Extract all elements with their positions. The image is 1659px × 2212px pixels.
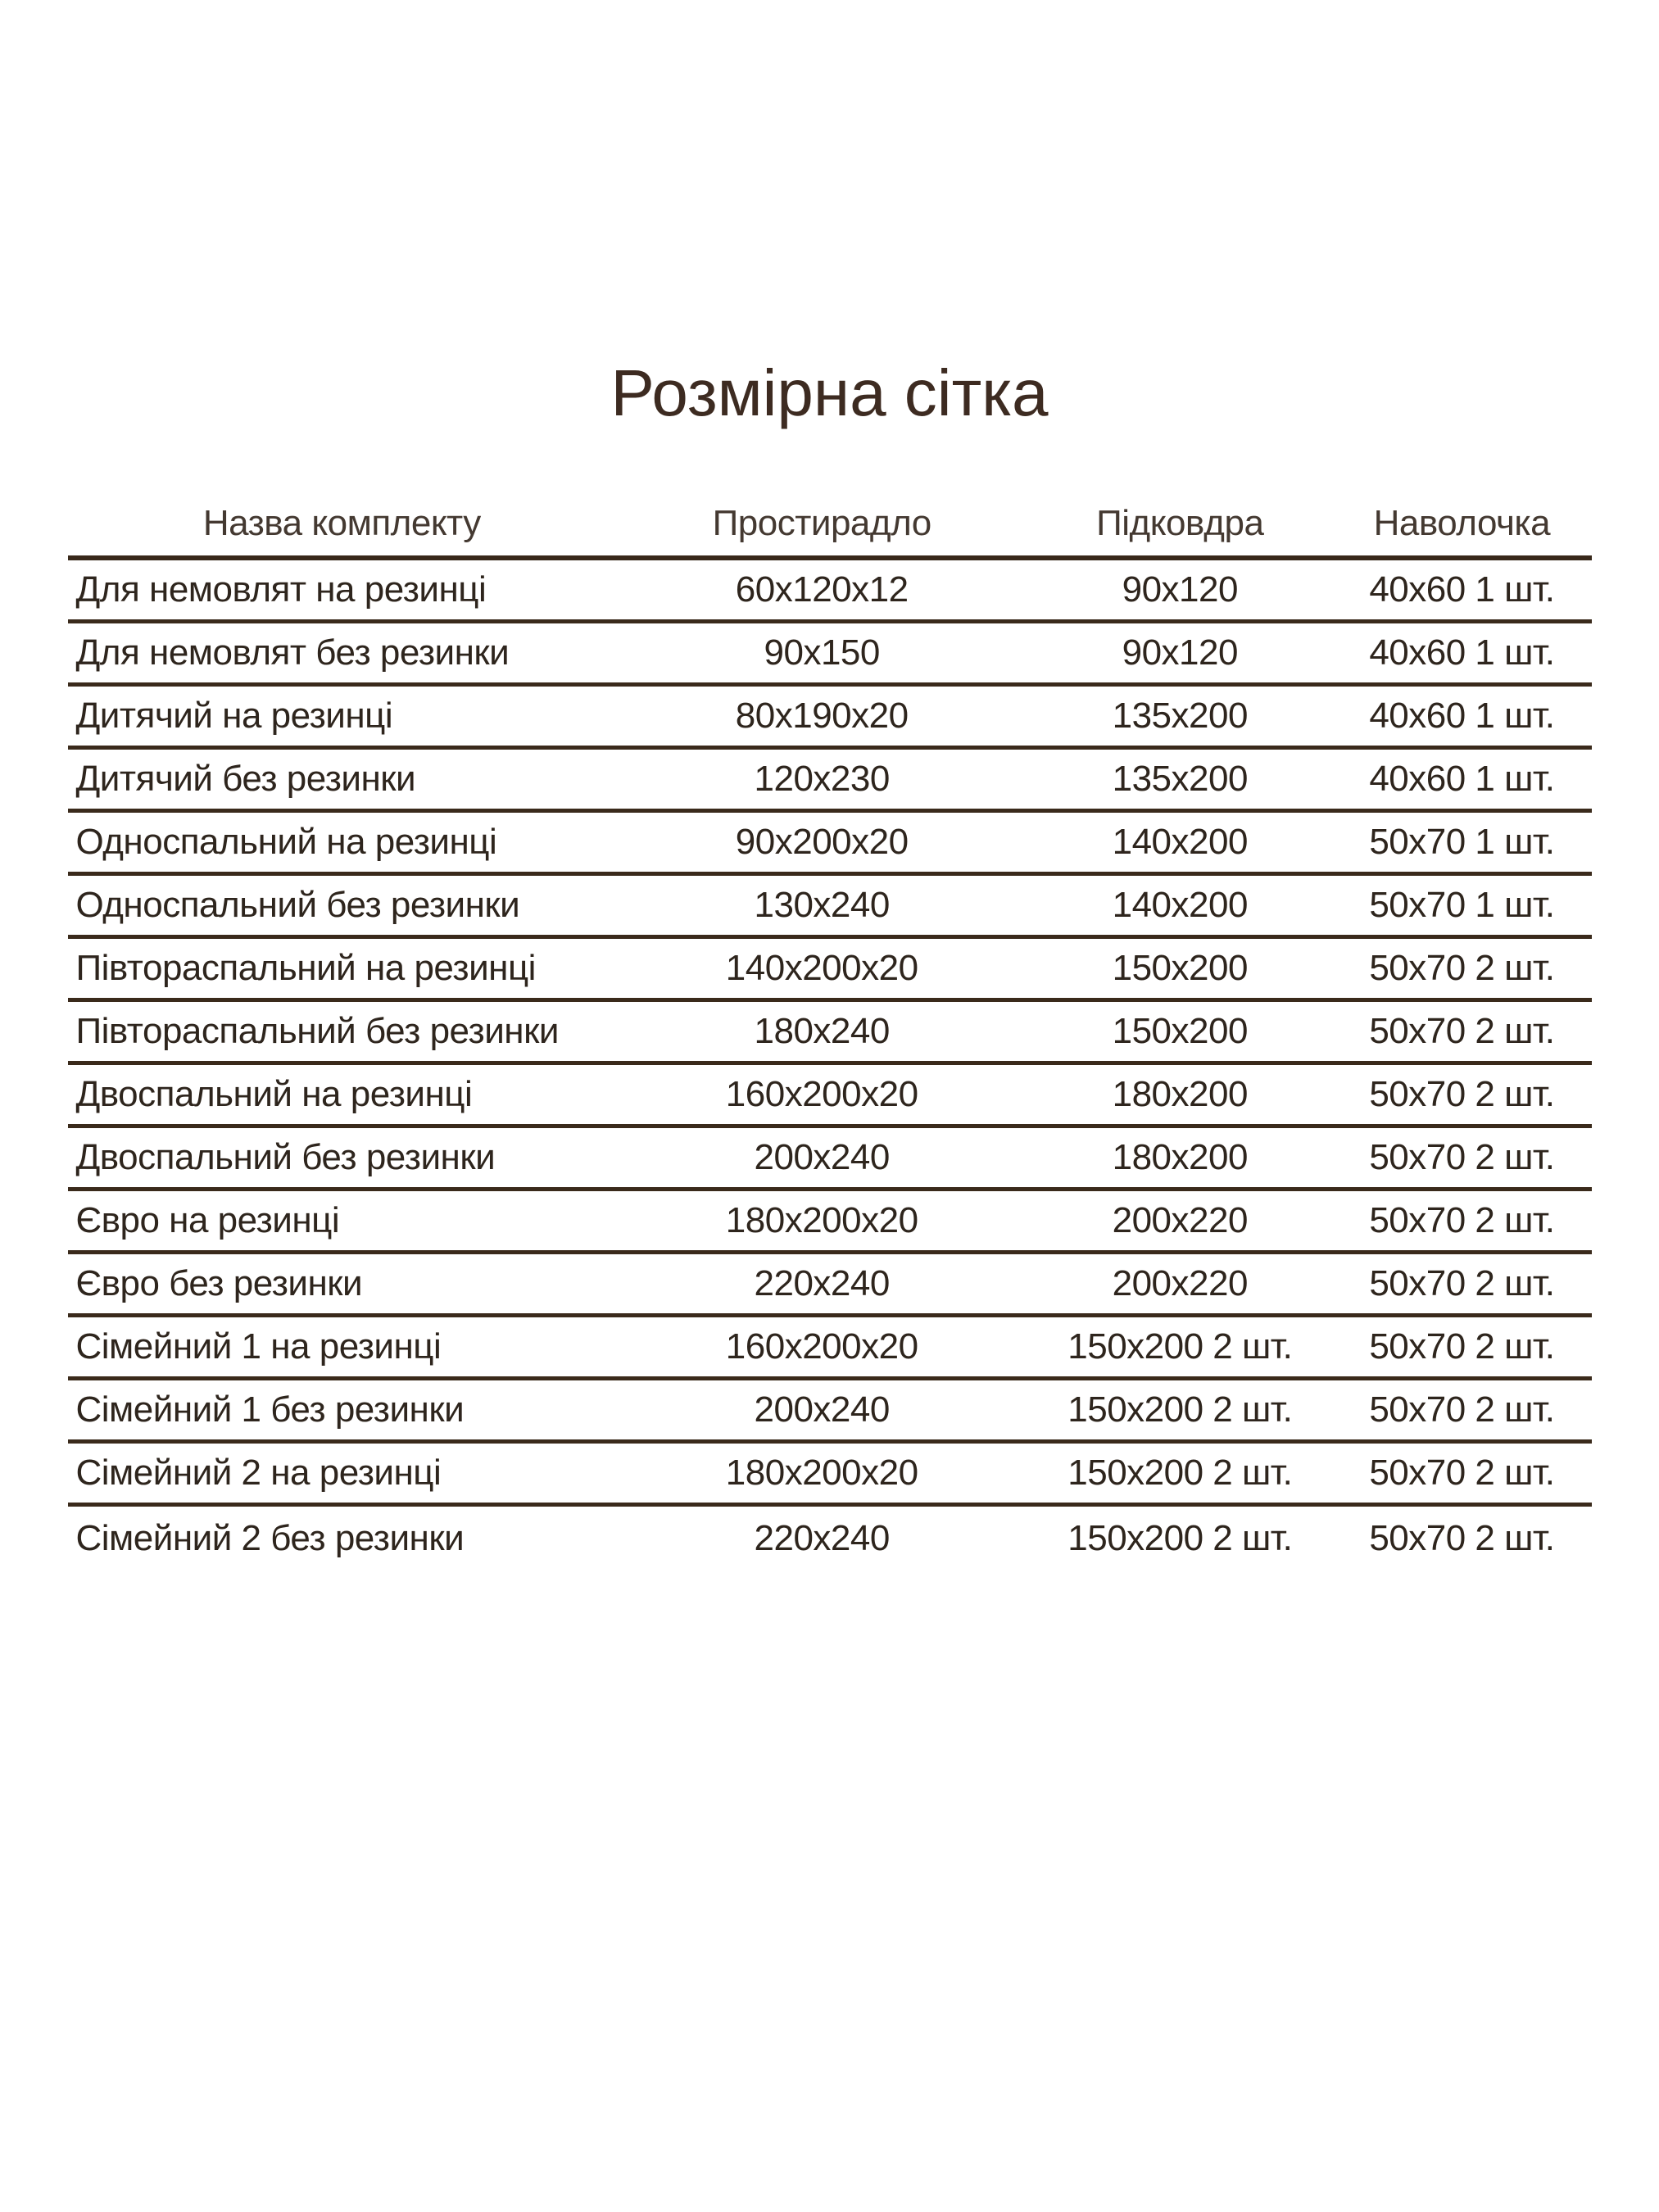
table-row xyxy=(68,1128,1592,1191)
row-sheet: 220х240 xyxy=(754,1263,890,1303)
row-pillowcase: 40х60 1 шт. xyxy=(1369,569,1555,610)
table-body xyxy=(68,560,1592,1570)
row-set-name: Двоспальний без резинки xyxy=(75,1137,496,1177)
row-sheet: 180х240 xyxy=(754,1011,890,1051)
table-row xyxy=(68,687,1592,750)
row-sheet: 200х240 xyxy=(754,1389,890,1430)
page-title: Розмірна сітка xyxy=(610,356,1049,429)
row-duvet: 140х200 xyxy=(1112,885,1248,925)
table-row xyxy=(68,876,1592,939)
table-header-row xyxy=(68,492,1592,560)
table-row xyxy=(68,750,1592,813)
row-pillowcase: 50х70 1 шт. xyxy=(1369,822,1555,862)
row-sheet: 80х190х20 xyxy=(735,696,909,736)
row-set-name: Односпальний на резинці xyxy=(75,822,497,862)
size-chart-table xyxy=(68,492,1592,1570)
table-row xyxy=(68,1317,1592,1380)
table-row xyxy=(68,1444,1592,1507)
row-set-name: Для немовлят без резинки xyxy=(75,632,510,673)
row-pillowcase: 40х60 1 шт. xyxy=(1369,696,1555,736)
row-pillowcase: 50х70 2 шт. xyxy=(1369,1263,1555,1303)
row-pillowcase: 50х70 2 шт. xyxy=(1369,1137,1555,1177)
row-duvet: 150х200 2 шт. xyxy=(1067,1326,1293,1367)
row-sheet: 200х240 xyxy=(754,1137,890,1177)
row-set-name: Сімейний 1 без резинки xyxy=(75,1389,465,1430)
row-duvet: 150х200 xyxy=(1112,948,1248,988)
row-set-name: Євро на резинці xyxy=(75,1200,340,1240)
row-sheet: 180х200х20 xyxy=(725,1200,918,1240)
row-pillowcase: 50х70 2 шт. xyxy=(1369,1011,1555,1051)
table-row xyxy=(68,939,1592,1002)
row-set-name: Євро без резинки xyxy=(75,1263,363,1303)
row-sheet: 120х230 xyxy=(754,759,890,799)
row-set-name: Односпальний без резинки xyxy=(75,885,520,925)
row-duvet: 150х200 2 шт. xyxy=(1067,1517,1293,1558)
row-set-name: Для немовлят на резинці xyxy=(75,569,487,610)
column-header-sheet: Простирадло xyxy=(712,503,931,543)
table-row xyxy=(68,1191,1592,1254)
row-duvet: 135х200 xyxy=(1112,759,1248,799)
row-pillowcase: 50х70 1 шт. xyxy=(1369,885,1555,925)
row-pillowcase: 50х70 2 шт. xyxy=(1369,1517,1555,1558)
row-sheet: 130х240 xyxy=(754,885,890,925)
row-duvet: 180х200 xyxy=(1112,1137,1248,1177)
row-sheet: 140х200х20 xyxy=(725,948,918,988)
table-row xyxy=(68,623,1592,687)
table-row xyxy=(68,1002,1592,1065)
row-duvet: 150х200 2 шт. xyxy=(1067,1453,1293,1493)
row-duvet: 150х200 xyxy=(1112,1011,1248,1051)
table-row xyxy=(68,813,1592,876)
table-row xyxy=(68,1254,1592,1317)
table-row xyxy=(68,1507,1592,1570)
column-header-set-name: Назва комплекту xyxy=(202,503,481,543)
row-set-name: Двоспальний на резинці xyxy=(75,1074,473,1114)
row-pillowcase: 50х70 2 шт. xyxy=(1369,1326,1555,1367)
row-pillowcase: 50х70 2 шт. xyxy=(1369,1200,1555,1240)
row-pillowcase: 50х70 2 шт. xyxy=(1369,1453,1555,1493)
row-duvet: 140х200 xyxy=(1112,822,1248,862)
row-duvet: 200х220 xyxy=(1112,1263,1248,1303)
row-set-name: Сімейний 2 без резинки xyxy=(75,1517,465,1558)
row-pillowcase: 50х70 2 шт. xyxy=(1369,1074,1555,1114)
row-duvet: 200х220 xyxy=(1112,1200,1248,1240)
row-set-name: Дитячий без резинки xyxy=(75,759,416,799)
table-row xyxy=(68,1065,1592,1128)
row-sheet: 90х150 xyxy=(764,632,880,673)
row-pillowcase: 50х70 2 шт. xyxy=(1369,948,1555,988)
table-row xyxy=(68,560,1592,623)
row-sheet: 160х200х20 xyxy=(725,1074,918,1114)
row-duvet: 180х200 xyxy=(1112,1074,1248,1114)
column-header-duvet: Підковдра xyxy=(1096,503,1264,543)
row-pillowcase: 40х60 1 шт. xyxy=(1369,632,1555,673)
row-set-name: Сімейний 1 на резинці xyxy=(75,1326,442,1367)
row-sheet: 220х240 xyxy=(754,1517,890,1558)
row-set-name: Дитячий на резинці xyxy=(75,696,393,736)
table-row xyxy=(68,1380,1592,1444)
row-sheet: 60х120х12 xyxy=(735,569,909,610)
row-set-name: Півтораспальний без резинки xyxy=(75,1011,559,1051)
row-pillowcase: 40х60 1 шт. xyxy=(1369,759,1555,799)
row-sheet: 180х200х20 xyxy=(725,1453,918,1493)
row-duvet: 135х200 xyxy=(1112,696,1248,736)
row-sheet: 160х200х20 xyxy=(725,1326,918,1367)
row-duvet: 90х120 xyxy=(1122,632,1238,673)
row-duvet: 150х200 2 шт. xyxy=(1067,1389,1293,1430)
row-sheet: 90х200х20 xyxy=(735,822,909,862)
column-header-pillowcase: Наволочка xyxy=(1373,503,1551,543)
row-pillowcase: 50х70 2 шт. xyxy=(1369,1389,1555,1430)
row-set-name: Півтораспальний на резинці xyxy=(75,948,536,988)
row-duvet: 90х120 xyxy=(1122,569,1238,610)
row-set-name: Сімейний 2 на резинці xyxy=(75,1453,442,1493)
